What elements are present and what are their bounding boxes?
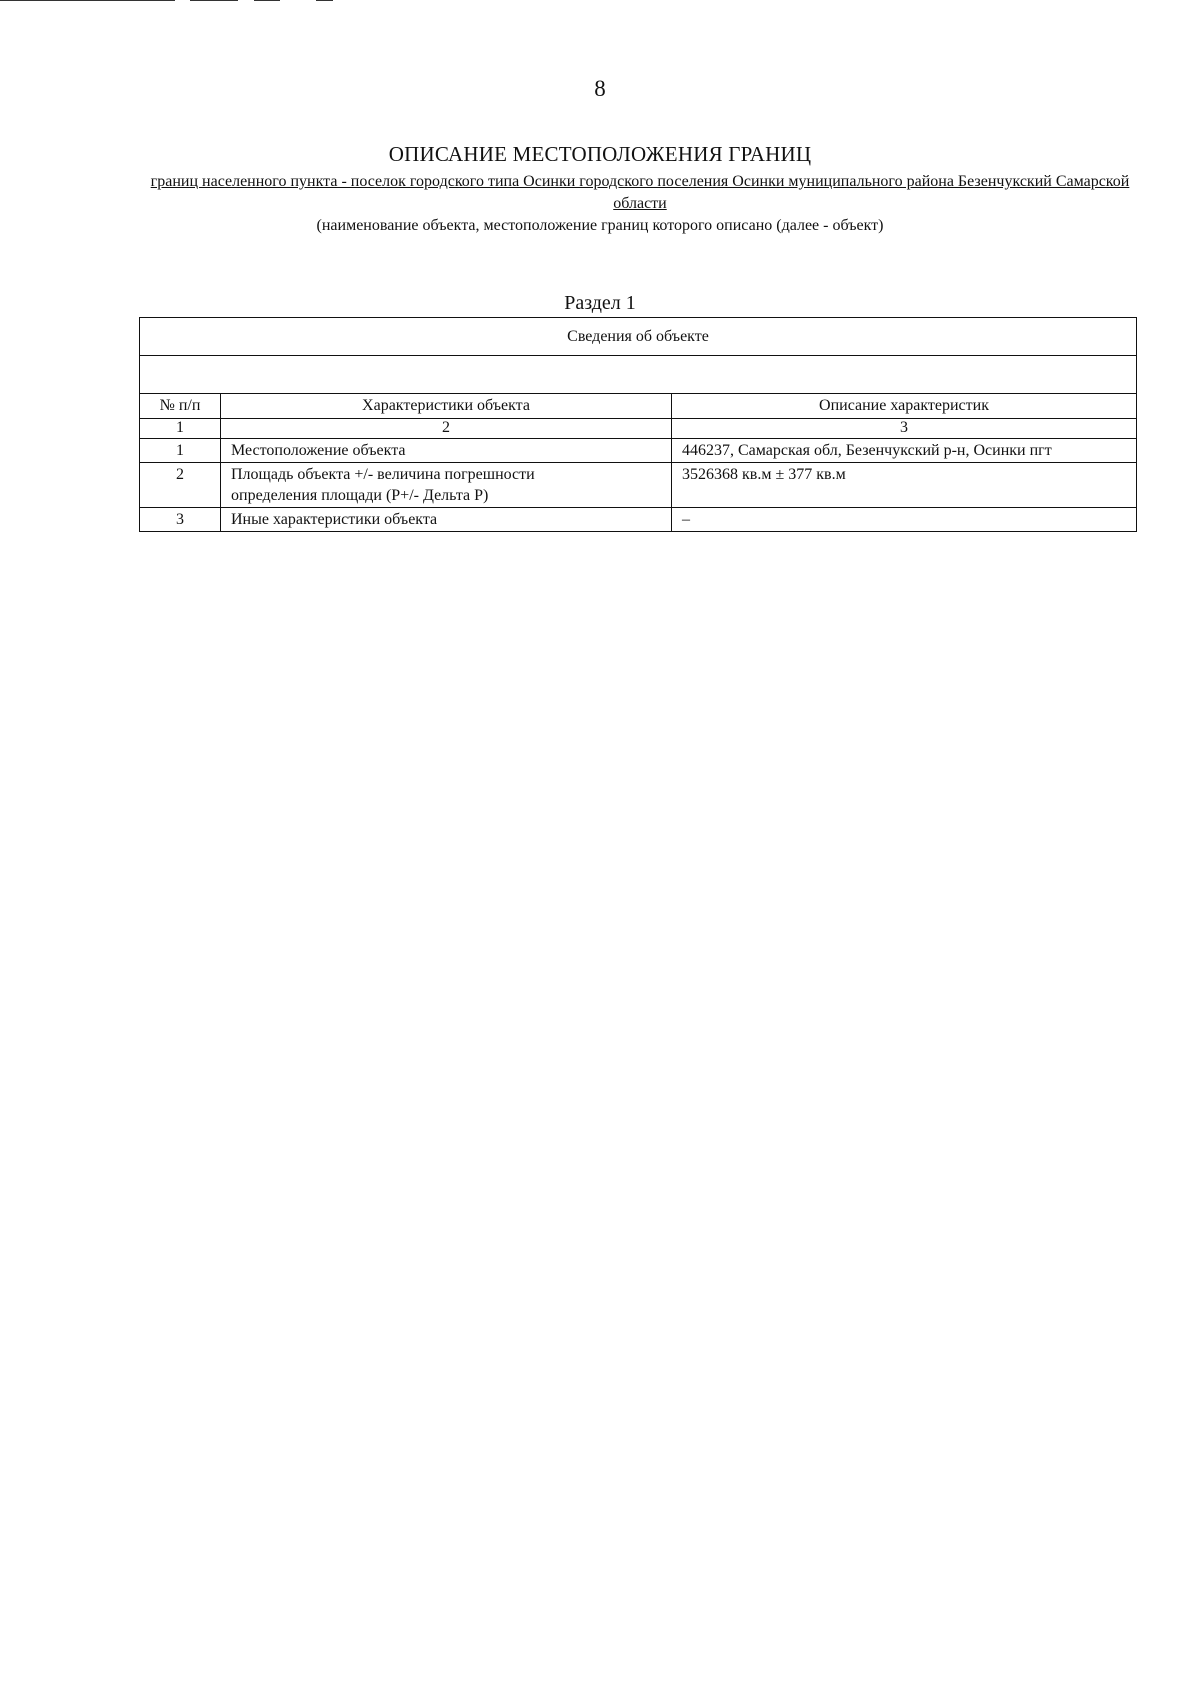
row-description: – <box>672 508 1137 532</box>
page-number: 8 <box>594 76 606 101</box>
column-index: 2 <box>221 419 672 439</box>
scan-artifact-line <box>316 0 333 1</box>
column-index: 3 <box>672 419 1137 439</box>
object-name: границ населенного пункта - поселок городского типа Осинки городского поселения Осинки муниципального района Безенчукский Самарской области <box>150 173 1130 212</box>
row-number: 2 <box>140 463 221 508</box>
section-heading: Раздел 1 <box>564 292 636 314</box>
blank-cell <box>140 356 1137 394</box>
row-description: 3526368 кв.м ± 377 кв.м <box>672 463 1137 508</box>
document-title: ОПИСАНИЕ МЕСТОПОЛОЖЕНИЯ ГРАНИЦ <box>388 142 812 166</box>
column-index-row <box>140 419 1137 439</box>
scan-artifact-line <box>0 0 175 1</box>
table-header-row <box>140 394 1137 419</box>
row-number: 1 <box>140 439 221 463</box>
row-number: 3 <box>140 508 221 532</box>
table-row <box>140 508 1137 532</box>
object-info-table <box>139 317 1137 532</box>
table-title-row <box>140 318 1137 356</box>
row-characteristic: Площадь объекта +/- величина погрешности определения площади (Р+/- Дельта Р) <box>221 463 672 508</box>
table-blank-row <box>140 356 1137 394</box>
column-header-description: Описание характеристик <box>672 394 1137 419</box>
table-row <box>140 439 1137 463</box>
row-description: 446237, Самарская обл, Безенчукский р-н, Осинки пгт <box>672 439 1137 463</box>
table-title: Сведения об объекте <box>140 318 1137 356</box>
scan-artifact-line <box>190 0 238 1</box>
row-characteristic: Местоположение объекта <box>221 439 672 463</box>
table-row <box>140 463 1137 508</box>
scan-artifact-line <box>254 0 280 1</box>
column-header-number: № п/п <box>140 394 221 419</box>
column-index: 1 <box>140 419 221 439</box>
column-header-characteristic: Характеристики объекта <box>221 394 672 419</box>
row-characteristic: Иные характеристики объекта <box>221 508 672 532</box>
object-name-caption: (наименование объекта, местоположение границ которого описано (далее - объект) <box>316 217 884 234</box>
